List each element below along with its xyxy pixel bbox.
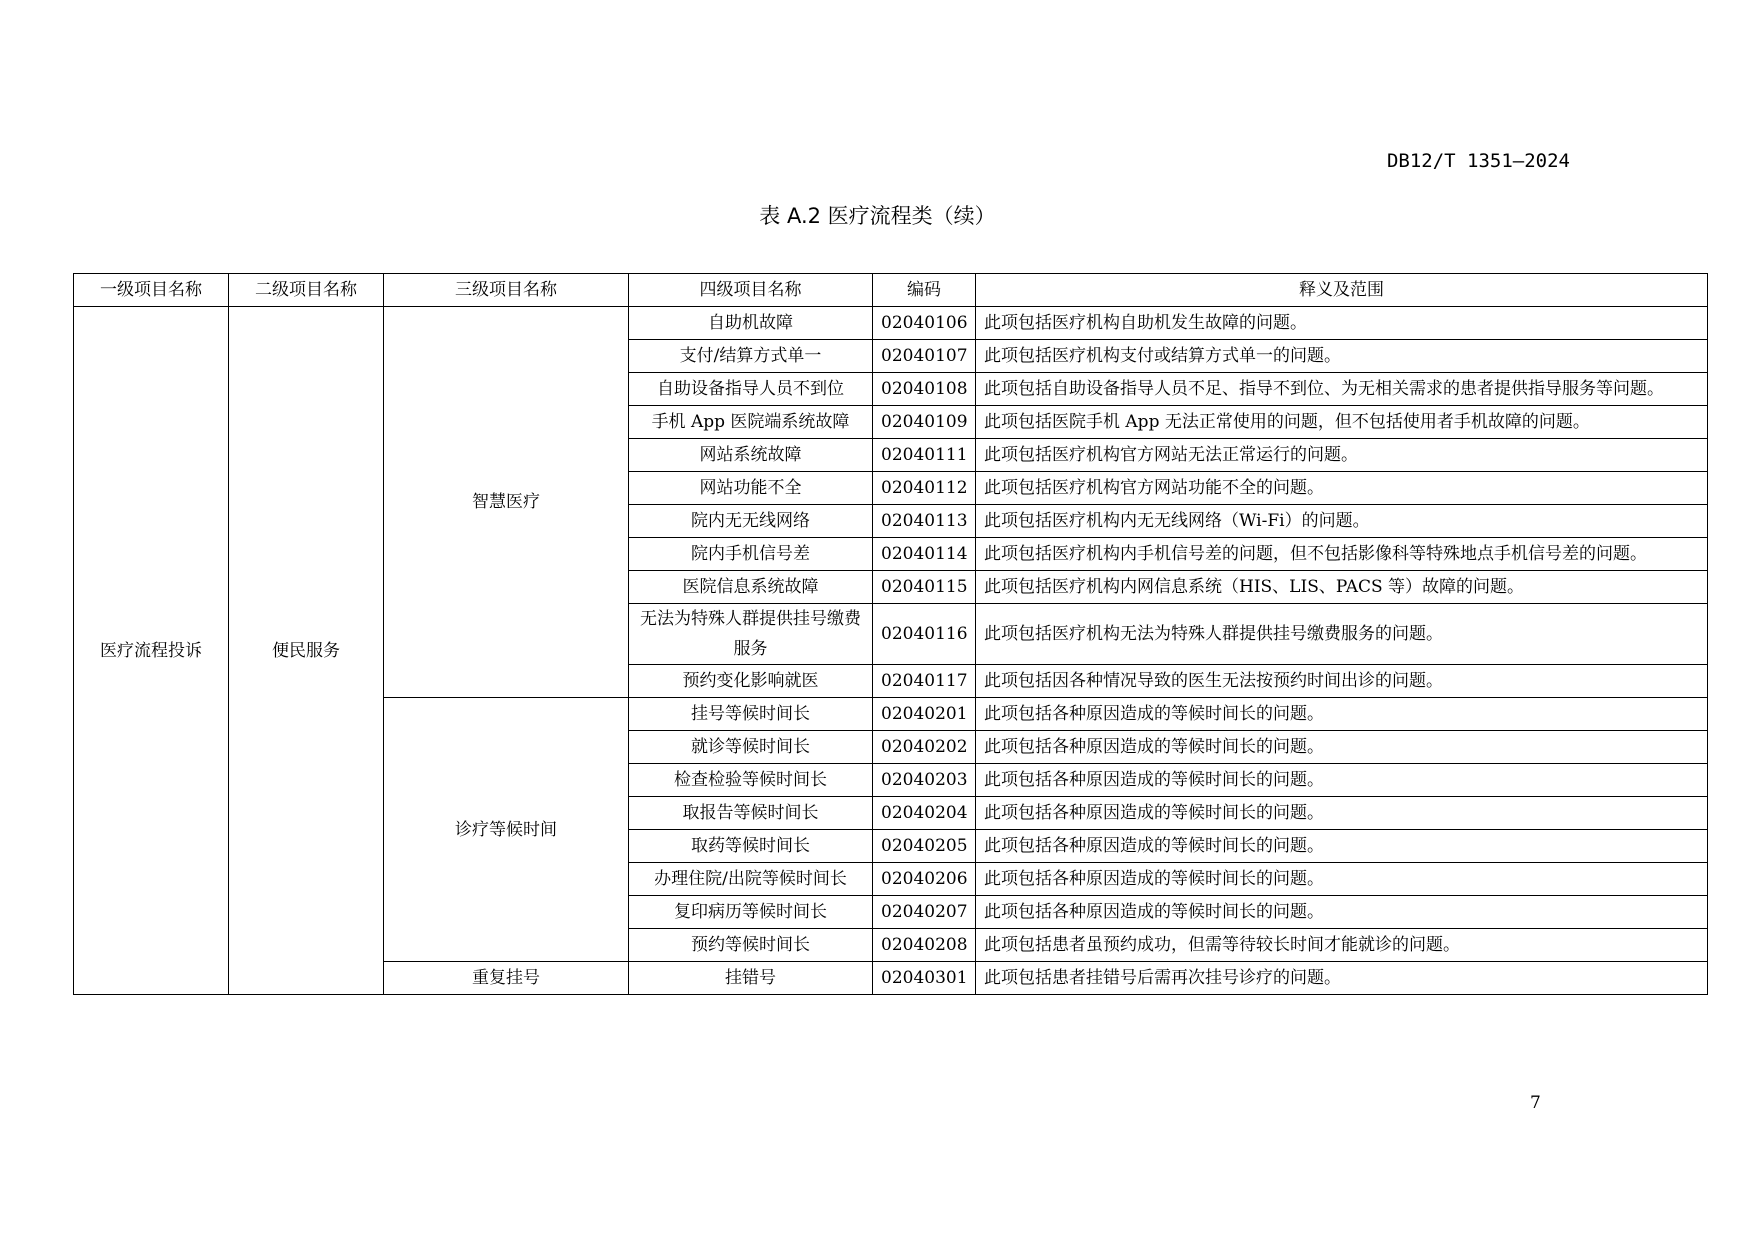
description-cell: 此项包括医疗机构官方网站功能不全的问题。 [976,472,1708,505]
description-cell: 此项包括各种原因造成的等候时间长的问题。 [976,896,1708,929]
level4-cell: 网站系统故障 [629,439,873,472]
description-cell: 此项包括医疗机构内手机信号差的问题，但不包括影像科等特殊地点手机信号差的问题。 [976,538,1708,571]
document-code: DB12/T 1351—2024 [1386,150,1570,172]
description-cell: 此项包括医疗机构自助机发生故障的问题。 [976,307,1708,340]
code-cell: 02040113 [873,505,976,538]
code-cell: 02040116 [873,604,976,665]
level4-cell: 取药等候时间长 [629,830,873,863]
description-cell: 此项包括因各种情况导致的医生无法按预约时间出诊的问题。 [976,665,1708,698]
level4-cell: 院内无无线网络 [629,505,873,538]
code-cell: 02040109 [873,406,976,439]
code-cell: 02040203 [873,764,976,797]
level4-cell: 检查检验等候时间长 [629,764,873,797]
table-header-row [74,274,1708,307]
column-header-level2: 二级项目名称 [229,274,384,307]
code-cell: 02040201 [873,698,976,731]
description-cell: 此项包括医院手机 App 无法正常使用的问题，但不包括使用者手机故障的问题。 [976,406,1708,439]
code-cell: 02040206 [873,863,976,896]
level4-cell: 预约等候时间长 [629,929,873,962]
level1-cell: 医疗流程投诉 [74,307,229,995]
level4-cell: 预约变化影响就医 [629,665,873,698]
level4-cell: 支付/结算方式单一 [629,340,873,373]
description-cell: 此项包括医疗机构内网信息系统（HIS、LIS、PACS 等）故障的问题。 [976,571,1708,604]
code-cell: 02040208 [873,929,976,962]
code-cell: 02040115 [873,571,976,604]
level4-cell: 无法为特殊人群提供挂号缴费服务 [629,604,873,665]
level4-cell: 网站功能不全 [629,472,873,505]
code-cell: 02040112 [873,472,976,505]
description-cell: 此项包括各种原因造成的等候时间长的问题。 [976,797,1708,830]
column-header-level1: 一级项目名称 [74,274,229,307]
level4-cell: 办理住院/出院等候时间长 [629,863,873,896]
code-cell: 02040107 [873,340,976,373]
description-cell: 此项包括医疗机构支付或结算方式单一的问题。 [976,340,1708,373]
classification-table [73,273,1708,995]
description-cell: 此项包括各种原因造成的等候时间长的问题。 [976,863,1708,896]
level4-cell: 医院信息系统故障 [629,571,873,604]
description-cell: 此项包括患者虽预约成功，但需等待较长时间才能就诊的问题。 [976,929,1708,962]
table-title: 表 A.2 医疗流程类（续） [759,204,996,228]
level4-cell: 取报告等候时间长 [629,797,873,830]
code-cell: 02040207 [873,896,976,929]
code-cell: 02040205 [873,830,976,863]
code-cell: 02040114 [873,538,976,571]
description-cell: 此项包括各种原因造成的等候时间长的问题。 [976,764,1708,797]
level2-cell: 便民服务 [229,307,384,995]
level4-cell: 就诊等候时间长 [629,731,873,764]
description-cell: 此项包括医疗机构内无无线网络（Wi-Fi）的问题。 [976,505,1708,538]
code-cell: 02040111 [873,439,976,472]
column-header-description: 释义及范围 [976,274,1708,307]
level4-cell: 挂错号 [629,962,873,995]
description-cell: 此项包括医疗机构无法为特殊人群提供挂号缴费服务的问题。 [976,604,1708,665]
description-cell: 此项包括各种原因造成的等候时间长的问题。 [976,731,1708,764]
description-cell: 此项包括医疗机构官方网站无法正常运行的问题。 [976,439,1708,472]
column-header-level3: 三级项目名称 [384,274,629,307]
code-cell: 02040202 [873,731,976,764]
level4-cell: 自助设备指导人员不到位 [629,373,873,406]
level3-cell: 智慧医疗 [384,307,629,698]
description-cell: 此项包括各种原因造成的等候时间长的问题。 [976,830,1708,863]
column-header-code: 编码 [873,274,976,307]
description-cell: 此项包括各种原因造成的等候时间长的问题。 [976,698,1708,731]
code-cell: 02040108 [873,373,976,406]
level4-cell: 挂号等候时间长 [629,698,873,731]
page-number: 7 [1530,1093,1541,1113]
level3-cell: 重复挂号 [384,962,629,995]
description-cell: 此项包括自助设备指导人员不足、指导不到位、为无相关需求的患者提供指导服务等问题。 [976,373,1708,406]
code-cell: 02040117 [873,665,976,698]
code-cell: 02040204 [873,797,976,830]
level4-cell: 手机 App 医院端系统故障 [629,406,873,439]
description-cell: 此项包括患者挂错号后需再次挂号诊疗的问题。 [976,962,1708,995]
level4-cell: 复印病历等候时间长 [629,896,873,929]
code-cell: 02040301 [873,962,976,995]
table-row [74,307,1708,340]
level4-cell: 院内手机信号差 [629,538,873,571]
level3-cell: 诊疗等候时间 [384,698,629,962]
column-header-level4: 四级项目名称 [629,274,873,307]
level4-cell: 自助机故障 [629,307,873,340]
code-cell: 02040106 [873,307,976,340]
